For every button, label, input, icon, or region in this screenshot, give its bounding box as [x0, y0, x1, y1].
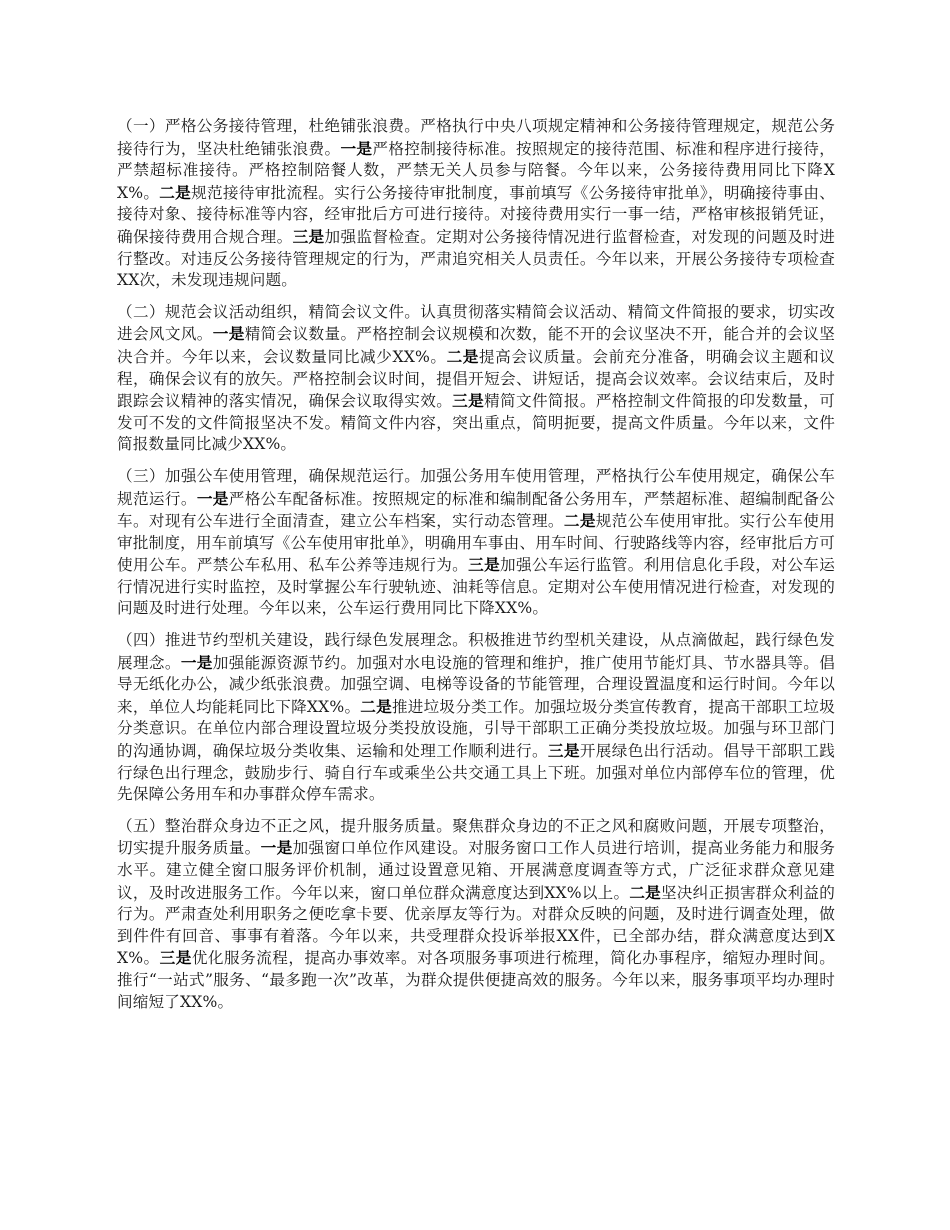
bold-lead-in: 三是 — [547, 741, 580, 761]
bold-lead-in: 一是 — [340, 138, 373, 158]
bold-lead-in: 三是 — [292, 226, 325, 246]
bold-lead-in: 一是 — [212, 324, 245, 344]
bold-lead-in: 三是 — [452, 391, 485, 411]
paragraph-meeting-organization — [117, 302, 835, 456]
text-segment: 开展绿色出行活动。倡导干部职工践行绿色出行理念，鼓励步行、骑自行车或乘坐公共交通工具上下班。加强对单位内部停车位的管理，优先保障公务用车和办事群众停车需求。 — [117, 742, 835, 804]
bold-lead-in: 二是 — [360, 696, 392, 716]
text-segment: 推进垃圾分类工作。加强垃圾分类宣传教育，提高干部职工垃圾分类意识。在单位内部合理设置垃圾分类投放设施，引导干部职工正确分类投放垃圾。加强与环卫部门的沟通协调，确保垃圾分类收集、运输和处理工作顺利进行。 — [117, 697, 835, 761]
bold-lead-in: 二是 — [446, 346, 479, 366]
text-segment: 加强窗口单位作风建设。对服务窗口工作人员进行培训，提高业务能力和服务水平。建立健全窗口服务评价机制，通过设置意见箱、开展满意度调查等方式，广泛征求群众意见建议，及时改进服务工作。今年以来，窗口单位群众满意度达到XX%以上。 — [117, 839, 835, 902]
text-segment: （二）规范会议活动组织，精简会议文件。认真贯彻落实精简会议活动、精简文件简报的要求，切实改进会风文风。 — [117, 302, 835, 344]
text-segment: （三）加强公车使用管理，确保规范运行。加强公务用车使用管理，严格执行公车使用规定，确保公车规范运行。 — [117, 466, 835, 508]
text-segment: 优化服务流程，提高办事效率。对各项服务事项进行梳理，简化办事程序，缩短办理时间。推行“一站式”服务、“最多跑一次”改革，为群众提供便捷高效的服务。今年以来，服务事项平均办理时间缩短了XX%。 — [117, 949, 835, 1011]
text-segment: （五）整治群众身边不正之风，提升服务质量。聚焦群众身边的不正之风和腐败问题，开展专项整治，切实提升服务质量。 — [117, 816, 835, 858]
text-segment: 坚决纠正损害群众利益的行为。严肃查处利用职务之便吃拿卡要、优亲厚友等行为。对群众反映的问题，及时进行调查处理，做到件件有回音、事事有着落。今年以来，共受理群众投诉举报XX件，已全部办结，群众满意度达到XX%。 — [117, 883, 835, 968]
text-segment: 提高会议质量。会前充分准备，明确会议主题和议程，确保会议有的放矢。严格控制会议时间，提倡开短会、讲短话，提高会议效率。会议结束后，及时跟踪会议精神的落实情况，确保会议取得实效。 — [117, 347, 835, 411]
text-segment: 规范公车使用审批。实行公车使用审批制度，用车前填写《公车使用审批单》，明确用车事由、用车时间、行驶路线等内容，经审批后方可使用公车。严禁公车私用、私车公养等违规行为。 — [117, 512, 835, 575]
paragraph-service-quality — [117, 816, 835, 1013]
bold-lead-in: 一是 — [260, 838, 293, 858]
text-segment: 加强公车运行监管。利用信息化手段，对公车运行情况进行实时监控，及时掌握公车行驶轨迹、油耗等信息。定期对公车使用情况进行检查，对发现的问题及时进行处理。今年以来，公车运行费用同比下降XX%。 — [117, 556, 835, 618]
bold-lead-in: 二是 — [629, 882, 661, 902]
paragraph-reception-management — [117, 116, 835, 292]
paragraph-vehicle-management — [117, 466, 835, 620]
bold-lead-in: 一是 — [196, 488, 229, 508]
text-segment: 严格公车配备标准。按照规定的标准和编制配备公务用车，严禁超标准、超编制配备公车。对现有公车进行全面清查，建立公车档案，实行动态管理。 — [117, 489, 835, 531]
text-segment: 严格控制接待标准。按照规定的接待范围、标准和程序进行接待，严禁超标准接待。严格控制陪餐人数，严禁无关人员参与陪餐。今年以来，公务接待费用同比下降XX%。 — [117, 139, 835, 202]
text-segment: （一）严格公务接待管理，杜绝铺张浪费。严格执行中央八项规定精神和公务接待管理规定，规范公务接待行为，坚决杜绝铺张浪费。 — [117, 117, 835, 158]
text-segment: 规范接待审批流程。实行公务接待审批制度，事前填写《公务接待审批单》，明确接待事由、接待对象、接待标准等内容，经审批后方可进行接待。对接待费用实行一事一结，严格审核报销凭证，确保接待费用合规合理。 — [117, 183, 835, 246]
bold-lead-in: 三是 — [468, 555, 501, 575]
paragraph-green-office — [117, 630, 835, 806]
document-page — [117, 116, 835, 1023]
text-segment: 精简会议数量。严格控制会议规模和次数，能不开的会议坚决不开，能合并的会议坚决合并。今年以来，会议数量同比减少XX%。 — [117, 325, 835, 366]
text-segment: 精简文件简报。严格控制文件简报的印发数量，可发可不发的文件简报坚决不发。精简文件内容，突出重点，简明扼要，提高文件质量。今年以来，文件简报数量同比减少XX%。 — [117, 392, 835, 454]
text-segment: 加强监督检查。定期对公务接待情况进行监督检查，对发现的问题及时进行整改。对违反公务接待管理规定的行为，严肃追究相关人员责任。今年以来，开展公务接待专项检查XX次，未发现违规问题。 — [117, 227, 835, 290]
bold-lead-in: 三是 — [159, 948, 192, 968]
bold-lead-in: 二是 — [563, 511, 596, 531]
text-segment: 加强能源资源节约。加强对水电设施的管理和维护，推广使用节能灯具、节水器具等。倡导无纸化办公，减少纸张浪费。加强空调、电梯等设备的节能管理，合理设置温度和运行时间。今年以来，单位人均能耗同比下降XX%。 — [117, 653, 835, 716]
bold-lead-in: 二是 — [159, 182, 192, 202]
text-segment: （四）推进节约型机关建设，践行绿色发展理念。积极推进节约型机关建设，从点滴做起，践行绿色发展理念。 — [117, 631, 835, 672]
bold-lead-in: 一是 — [180, 652, 213, 672]
